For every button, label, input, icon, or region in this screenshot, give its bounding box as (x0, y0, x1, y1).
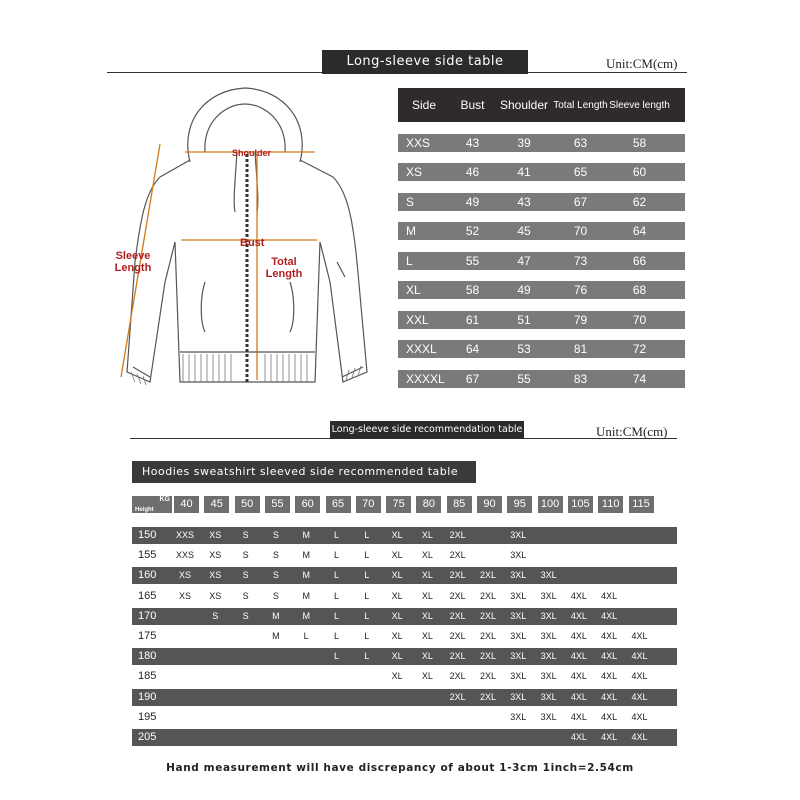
size-cell: 58 (465, 283, 480, 297)
recommendation-row (132, 608, 677, 625)
size-row (398, 252, 685, 270)
size-recommendation-cell: XL (391, 550, 403, 561)
recommendation-row (132, 628, 677, 645)
size-row (398, 134, 685, 152)
size-recommendation-cell: 4XL (601, 631, 618, 641)
size-recommendation-cell: 4XL (570, 610, 587, 621)
size-recommendation-cell: 2XL (479, 691, 496, 702)
size-recommendation-cell: 2XL (449, 651, 466, 662)
size-recommendation-cell: 2XL (449, 631, 466, 641)
size-recommendation-cell: 4XL (570, 732, 587, 742)
size-recommendation-cell: S (242, 570, 249, 581)
height-cell: 150 (138, 529, 157, 541)
size-recommendation-cell: XL (391, 671, 403, 682)
size-cell: XXL (406, 312, 429, 327)
size-cell: 61 (465, 312, 480, 327)
size-recommendation-cell: XL (391, 570, 403, 581)
size-recommendation-cell: 4XL (631, 711, 648, 722)
height-cell: 195 (138, 710, 157, 723)
size-recommendation-cell: XL (391, 590, 403, 601)
size-recommendation-cell: 3XL (510, 631, 527, 641)
size-recommendation-cell: 3XL (540, 711, 557, 722)
height-cell: 180 (138, 650, 157, 663)
weight-cell: 55 (265, 496, 290, 513)
size-recommendation-cell: 4XL (570, 590, 587, 601)
size-cell: 70 (632, 312, 647, 327)
corner-cell (132, 496, 172, 513)
size-recommendation-cell: 3XL (510, 610, 527, 621)
size-recommendation-cell: XL (421, 631, 433, 641)
size-cell: 45 (517, 224, 531, 238)
size-recommendation-cell: 2XL (449, 550, 466, 561)
size-recommendation-cell: XXS (175, 530, 194, 540)
size-cell: XS (406, 165, 423, 179)
height-cell: 190 (138, 690, 157, 703)
recommendation-row (132, 689, 677, 706)
size-table-header (398, 88, 685, 122)
size-recommendation-cell: 4XL (601, 610, 618, 621)
height-cell: 175 (138, 630, 157, 642)
recommendation-table-title: Hoodies sweatshirt sleeved side recommended table (132, 461, 476, 483)
size-recommendation-cell: M (302, 530, 310, 540)
size-recommendation-cell: XL (421, 570, 433, 581)
size-recommendation-cell: XS (178, 570, 191, 581)
recommendation-row (132, 648, 677, 665)
size-recommendation-cell: L (333, 530, 339, 540)
size-row (398, 340, 685, 358)
size-cell: 62 (632, 194, 647, 209)
size-cell: 43 (465, 135, 480, 150)
size-cell: 43 (517, 194, 531, 209)
size-row (398, 370, 685, 388)
size-recommendation-cell: M (272, 610, 280, 621)
size-cell: S (406, 194, 415, 209)
size-recommendation-cell: L (364, 590, 370, 601)
size-cell: 70 (573, 224, 588, 238)
size-recommendation-cell: XL (391, 631, 403, 641)
recommendation-unit-label: Unit:CM(cm) (596, 424, 668, 439)
weight-cell: 60 (295, 496, 320, 513)
size-cell: 65 (573, 165, 588, 179)
size-cell: 64 (632, 224, 647, 238)
size-recommendation-cell: 4XL (601, 711, 618, 722)
size-recommendation-cell: S (212, 610, 219, 621)
height-cell: 170 (138, 609, 157, 622)
size-recommendation-cell: 3XL (540, 590, 557, 601)
size-recommendation-cell: 4XL (601, 691, 618, 702)
size-table (398, 88, 685, 388)
size-recommendation-cell: 4XL (601, 671, 618, 682)
size-recommendation-cell: M (272, 631, 280, 641)
recommendation-row (132, 588, 677, 605)
size-recommendation-cell: 3XL (510, 550, 527, 561)
total-length-label: Total Length (265, 256, 303, 280)
unit-label: Unit:CM(cm) (606, 56, 678, 71)
weight-cell: 80 (416, 496, 441, 513)
size-recommendation-cell: M (302, 590, 310, 601)
size-cell: 49 (465, 194, 480, 209)
size-recommendation-cell: 4XL (601, 732, 618, 742)
size-recommendation-cell: L (333, 570, 339, 581)
recommendation-row (132, 567, 677, 584)
corner-height: Height (135, 507, 154, 513)
size-recommendation-cell: XL (391, 610, 403, 621)
weight-cell: 115 (629, 496, 654, 513)
size-recommendation-cell: 3XL (510, 590, 527, 601)
size-recommendation-cell: 2XL (479, 651, 496, 662)
size-cell: 39 (517, 135, 531, 150)
size-recommendation-cell: 2XL (449, 590, 466, 601)
size-cell: 81 (573, 342, 588, 356)
size-recommendation-cell: 4XL (570, 671, 587, 682)
size-cell: 53 (517, 342, 531, 356)
size-recommendation-cell: 3XL (540, 671, 557, 682)
size-recommendation-cell: 4XL (601, 651, 618, 662)
size-row (398, 193, 685, 211)
size-recommendation-cell: L (333, 651, 339, 662)
size-recommendation-cell: 3XL (540, 651, 557, 662)
weight-cell: 105 (568, 496, 593, 513)
size-recommendation-cell: L (364, 570, 370, 581)
size-cell: 76 (573, 283, 588, 297)
size-recommendation-cell: L (364, 631, 370, 641)
height-cell: 160 (138, 569, 157, 582)
size-recommendation-cell: 3XL (540, 610, 557, 621)
size-recommendation-cell: 2XL (479, 590, 496, 601)
size-recommendation-cell: XL (391, 651, 403, 662)
size-recommendation-cell: XL (421, 671, 433, 682)
size-recommendation-cell: 2XL (479, 570, 496, 581)
size-cell: 52 (465, 224, 480, 238)
size-recommendation-cell: S (242, 550, 249, 561)
height-cell: 165 (138, 589, 157, 602)
size-recommendation-cell: S (272, 530, 279, 540)
size-recommendation-cell: 4XL (601, 590, 618, 601)
footnote: Hand measurement will have discrepancy of about 1-3cm 1inch=2.54cm (166, 762, 634, 774)
size-recommendation-cell: 3XL (510, 671, 527, 682)
size-row (398, 311, 685, 329)
size-cell: 49 (517, 283, 531, 297)
size-cell: 41 (517, 165, 531, 179)
weight-cell: 100 (538, 496, 563, 513)
size-recommendation-cell: 3XL (510, 530, 527, 540)
size-recommendation-cell: XL (421, 530, 433, 540)
size-recommendation-cell: S (242, 590, 249, 601)
size-cell: 63 (573, 135, 588, 150)
size-recommendation-cell: M (302, 550, 310, 561)
size-cell: M (406, 224, 416, 238)
size-recommendation-cell: S (272, 590, 279, 601)
size-recommendation-cell: L (333, 550, 339, 561)
size-cell: 83 (573, 371, 588, 386)
size-recommendation-cell: 2XL (479, 631, 496, 641)
size-recommendation-cell: 3XL (510, 570, 527, 581)
size-cell: 55 (517, 371, 531, 386)
size-recommendation-cell: XL (421, 651, 433, 662)
weight-cell: 45 (204, 496, 229, 513)
recommendation-section-title: Long-sleeve side recommendation table (330, 421, 524, 439)
size-recommendation-cell: 4XL (631, 671, 648, 682)
bust-label: Bust (240, 237, 265, 249)
size-recommendation-cell: 2XL (449, 610, 466, 621)
sleeve-length-label: Sleeve Length (114, 250, 152, 274)
size-recommendation-cell: S (272, 550, 279, 561)
size-cell: XL (406, 283, 421, 297)
size-recommendation-cell: 3XL (540, 570, 557, 581)
size-cell: 55 (465, 253, 480, 268)
size-row (398, 222, 685, 240)
size-cell: 67 (465, 371, 480, 386)
size-cell: 66 (632, 253, 647, 268)
size-cell: 46 (465, 165, 480, 179)
size-recommendation-cell: 4XL (631, 631, 648, 641)
size-recommendation-cell: XS (209, 570, 222, 581)
header-shoulder: Shoulder (499, 98, 549, 112)
size-recommendation-cell: L (364, 610, 370, 621)
size-recommendation-cell: 4XL (570, 711, 587, 722)
page-title: Long-sleeve side table (322, 50, 528, 74)
size-cell: 67 (573, 194, 588, 209)
recommendation-row (132, 527, 677, 544)
size-cell: XXXL (406, 342, 437, 356)
size-cell: 73 (573, 253, 588, 268)
size-recommendation-cell: 3XL (510, 651, 527, 662)
size-recommendation-cell: XS (209, 590, 222, 601)
size-recommendation-cell: XL (421, 550, 433, 561)
size-recommendation-cell: 3XL (510, 711, 527, 722)
size-recommendation-cell: 2XL (479, 671, 496, 682)
size-recommendation-cell: 2XL (449, 691, 466, 702)
header-bust: Bust (460, 98, 485, 112)
weight-cell: 110 (598, 496, 623, 513)
size-recommendation-cell: M (302, 610, 310, 621)
size-cell: XXS (406, 135, 431, 150)
size-recommendation-cell: S (242, 530, 249, 540)
weight-cell: 75 (386, 496, 411, 513)
size-recommendation-cell: XS (209, 550, 222, 561)
recommendation-row (132, 547, 677, 564)
corner-kg: KG (159, 496, 170, 503)
weight-cell: 70 (356, 496, 381, 513)
size-recommendation-cell: XS (209, 530, 222, 540)
size-recommendation-cell: 4XL (570, 631, 587, 641)
size-recommendation-cell: 2XL (449, 570, 466, 581)
height-cell: 155 (138, 549, 157, 562)
height-cell: 205 (138, 731, 157, 743)
recommendation-row (132, 729, 677, 746)
recommendation-row (132, 709, 677, 726)
size-recommendation-cell: 2XL (449, 530, 466, 540)
size-row (398, 163, 685, 181)
size-recommendation-cell: 4XL (631, 691, 648, 702)
size-cell: 60 (632, 165, 647, 179)
size-recommendation-cell: XL (391, 530, 403, 540)
weight-cell: 85 (447, 496, 472, 513)
size-recommendation-cell: 4XL (570, 651, 587, 662)
size-cell: 51 (517, 312, 531, 327)
size-recommendation-cell: 2XL (449, 671, 466, 682)
size-recommendation-cell: 3XL (510, 691, 527, 702)
size-recommendation-cell: 2XL (479, 610, 496, 621)
size-row (398, 281, 685, 299)
size-recommendation-cell: L (333, 631, 339, 641)
size-recommendation-cell: 4XL (631, 732, 648, 742)
size-recommendation-cell: L (303, 631, 309, 641)
size-cell: L (406, 253, 413, 268)
size-recommendation-cell: XXS (175, 550, 194, 561)
size-recommendation-cell: 4XL (631, 651, 648, 662)
height-cell: 185 (138, 670, 157, 683)
size-cell: 74 (632, 371, 647, 386)
size-recommendation-cell: S (272, 570, 279, 581)
size-recommendation-cell: 3XL (540, 631, 557, 641)
size-recommendation-cell: L (333, 610, 339, 621)
size-cell: 68 (632, 283, 647, 297)
weight-cell: 65 (326, 496, 351, 513)
size-recommendation-cell: S (242, 610, 249, 621)
weight-cell: 95 (507, 496, 532, 513)
header-sleeve-length: Sleeve length (609, 99, 670, 111)
size-recommendation-cell: L (364, 550, 370, 561)
header-total-length: Total Length (553, 99, 608, 111)
header-side: Side (411, 98, 437, 112)
weight-cell: 50 (235, 496, 260, 513)
weight-cell: 40 (174, 496, 199, 513)
size-recommendation-cell: 3XL (540, 691, 557, 702)
shoulder-label: Shoulder (232, 148, 272, 158)
size-recommendation-cell: L (364, 530, 370, 540)
size-recommendation-cell: 4XL (570, 691, 587, 702)
size-cell: 58 (632, 135, 647, 150)
size-recommendation-cell: XS (178, 590, 191, 601)
size-recommendation-cell: M (302, 570, 310, 581)
size-cell: XXXXL (406, 371, 445, 386)
size-cell: 47 (517, 253, 531, 268)
size-recommendation-cell: L (364, 651, 370, 662)
size-recommendation-cell: XL (421, 610, 433, 621)
recommendation-row (132, 668, 677, 685)
size-cell: 72 (632, 342, 647, 356)
size-recommendation-cell: XL (421, 590, 433, 601)
weight-cell: 90 (477, 496, 502, 513)
size-cell: 79 (573, 312, 588, 327)
size-cell: 64 (465, 342, 480, 356)
size-recommendation-cell: L (333, 590, 339, 601)
